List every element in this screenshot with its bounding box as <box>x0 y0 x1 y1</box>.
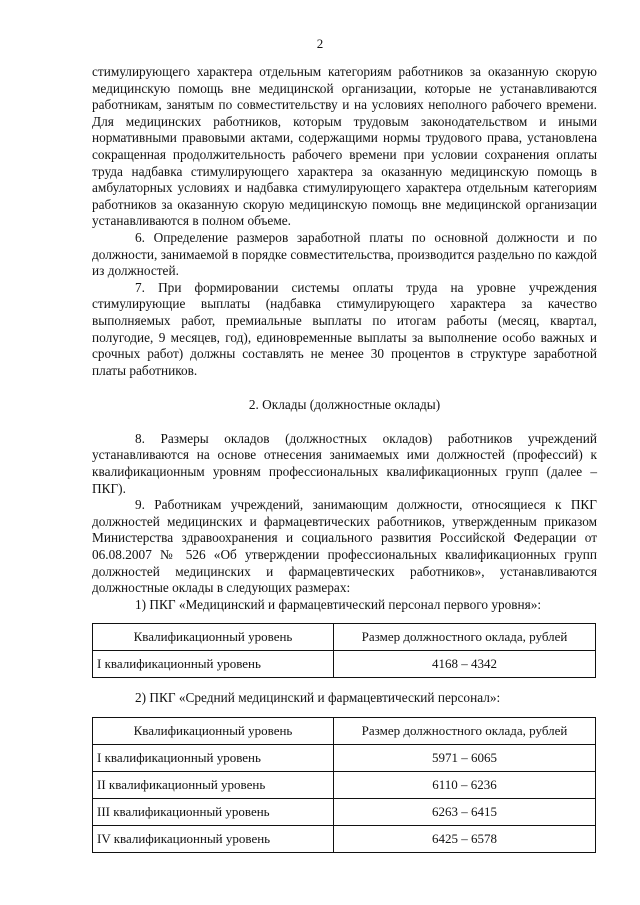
subheading-pkg-1: 1) ПКГ «Медицинский и фармацевтический персонал первого уровня»: <box>135 596 542 612</box>
column-header-level: Квалификационный уровень <box>93 624 334 651</box>
table-row <box>93 772 596 799</box>
salary-cell: 6110 – 6236 <box>334 772 596 799</box>
level-cell: IV квалификационный уровень <box>93 826 334 853</box>
table-row <box>93 826 596 853</box>
paragraph-9: 9. Работникам учреждений, занимающим должности, относящиеся к ПКГ должностей медицинских и фармацевтических работников, утвержденным приказом Министерства здравоохранения и социального развития Российской Федерации от 06.08.2007 № 526 «Об утверждении профессиональных квалификационных групп должностей медицинских и фармацевтических работников», устанавливаются должностные оклады в следующих размерах: <box>92 497 597 596</box>
paragraph-8: 8. Размеры окладов (должностных окладов) работников учреждений устанавливаются на основе отнесения занимаемых ими должностей (профессий) к квалификационным уровням профессиональных квалификационных групп (далее – ПКГ). <box>92 430 597 496</box>
table-header-row <box>93 624 596 651</box>
page-number: 2 <box>316 36 324 51</box>
table-row <box>93 799 596 826</box>
salary-cell: 5971 – 6065 <box>334 745 596 772</box>
level-cell: II квалификационный уровень <box>93 772 334 799</box>
salary-cell: 6425 – 6578 <box>334 826 596 853</box>
level-cell: I квалификационный уровень <box>93 651 334 678</box>
table-header-row <box>93 718 596 745</box>
paragraph-7: 7. При формировании системы оплаты труда на уровне учреждения стимулирующие выплаты (надбавка стимулирующего характера за качество выполняемых работ, премиальные выплаты по итогам работы (месяц, квартал, полугодие, 9 месяцев, год), единовременные выплаты за выполнение особо важных и срочных работ) должны составлять не менее 30 процентов в структуре заработной платы работников. <box>92 279 597 378</box>
salary-table-1 <box>92 623 596 678</box>
salary-cell: 4168 – 4342 <box>334 651 596 678</box>
document-body <box>92 64 597 865</box>
subheading-pkg-2: 2) ПКГ «Средний медицинский и фармацевтический персонал»: <box>135 690 501 706</box>
paragraph-5-continued: стимулирующего характера отдельным категориям работников за оказанную скорую медицинскую помощь вне медицинской организации, которые не устанавливаются работникам, занятым по совместительству и на условиях неполного рабочего времени. Для медицинских работников, которым трудовым законодательством и иными нормативными правовыми актами, содержащими нормы трудового права, установлена сокращенная продолжительность рабочего времени при условии сохранения оплаты труда надбавка стимулирующего характера за оказанную медицинскую помощь в амбулаторных условиях и надбавка стимулирующего характера отдельным категориям работников за оказанную скорую медицинскую помощь вне медицинской организации устанавливаются в полном объеме. <box>92 64 597 229</box>
table-row <box>93 651 596 678</box>
column-header-level: Квалификационный уровень <box>93 718 334 745</box>
table-row <box>93 745 596 772</box>
paragraph-6: 6. Определение размеров заработной платы по основной должности и по должности, занимаемой в порядке совместительства, производится раздельно по каждой из должностей. <box>92 229 597 279</box>
level-cell: I квалификационный уровень <box>93 745 334 772</box>
salary-cell: 6263 – 6415 <box>334 799 596 826</box>
section-heading: 2. Оклады (должностные оклады) <box>248 397 441 413</box>
salary-table-2 <box>92 717 596 853</box>
column-header-salary: Размер должностного оклада, рублей <box>334 624 596 651</box>
column-header-salary: Размер должностного оклада, рублей <box>334 718 596 745</box>
level-cell: III квалификационный уровень <box>93 799 334 826</box>
